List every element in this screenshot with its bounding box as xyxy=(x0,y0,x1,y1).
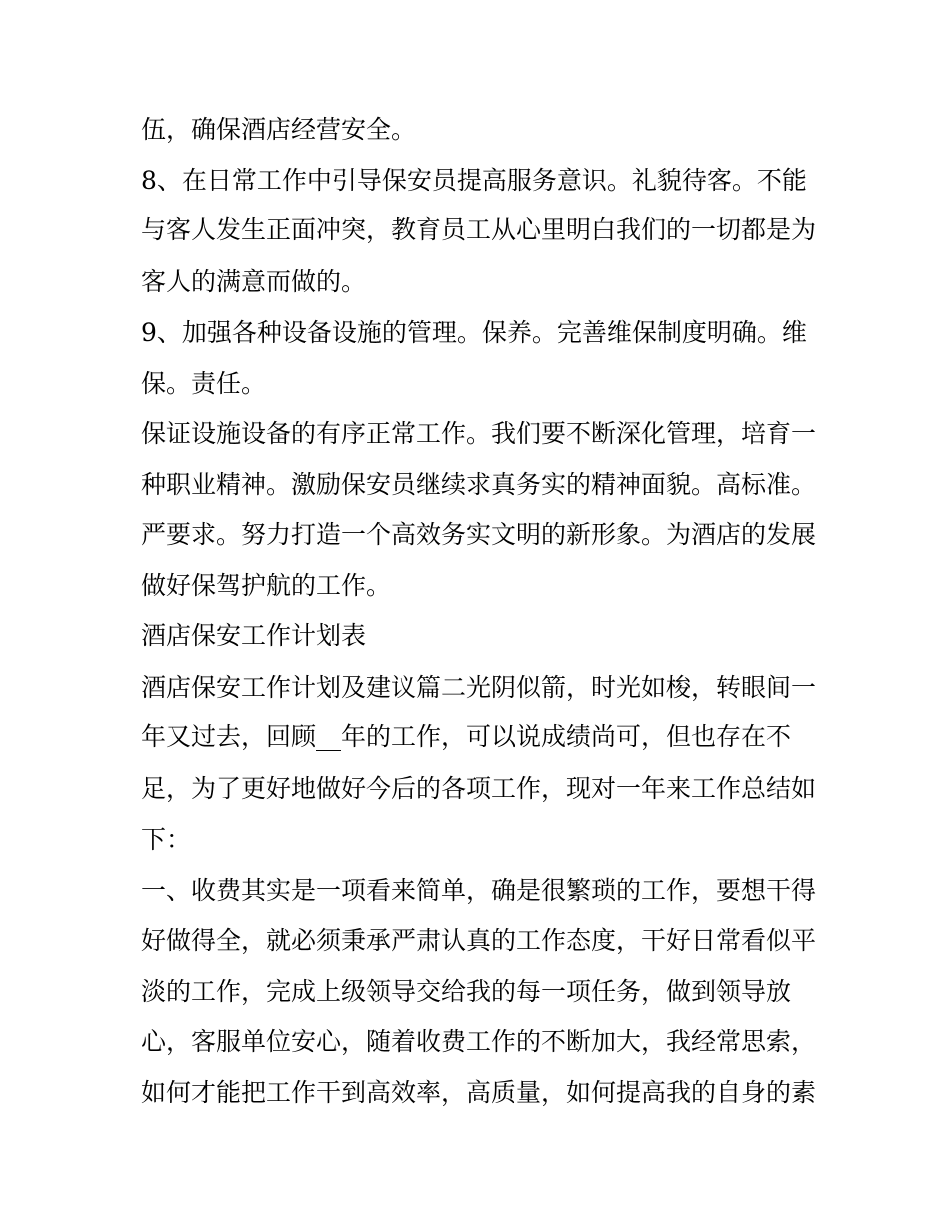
text-line: 9、加强各种设备设施的管理。保养。完善维保制度明确。维 xyxy=(141,318,807,347)
text-line: 酒店保安工作计划表 xyxy=(141,621,367,650)
text-line: 做好保驾护航的工作。 xyxy=(141,571,392,600)
text-line: 一、收费其实是一项看来简单，确是很繁琐的工作，要想干得 xyxy=(141,876,817,905)
text-line: 客人的满意而做的。 xyxy=(141,267,367,296)
text-line: 保证设施设备的有序正常工作。我们要不断深化管理，培育一 xyxy=(141,419,817,448)
text-line: 如何才能把工作干到高效率，高质量，如何提高我的自身的素 xyxy=(141,1078,817,1107)
text-line: 与客人发生正面冲突，教育员工从心里明白我们的一切都是为 xyxy=(141,215,817,244)
text-line: 下： xyxy=(141,825,192,854)
text-line: 心，客服单位安心，随着收费工作的不断加大，我经常思索， xyxy=(141,1027,817,1056)
text-line: 酒店保安工作计划及建议篇二光阴似箭，时光如梭，转眼间一 xyxy=(141,673,817,702)
text-line: 伍，确保酒店经营安全。 xyxy=(141,115,417,144)
text-line: 种职业精神。激励保安员继续求真务实的精神面貌。高标准。 xyxy=(141,470,817,499)
text-line: 足，为了更好地做好今后的各项工作，现对一年来工作总结如 xyxy=(141,774,817,803)
text-line: 8、在日常工作中引导保安员提高服务意识。礼貌待客。不能 xyxy=(141,166,807,195)
text-line: 保。责任。 xyxy=(141,369,267,398)
text-line: 淡的工作，完成上级领导交给我的每一项任务，做到领导放 xyxy=(141,977,792,1006)
text-line: 好做得全，就必须秉承严肃认真的工作态度，干好日常看似平 xyxy=(141,926,817,955)
text-line: 年又过去，回顾__年的工作，可以说成绩尚可，但也存在不 xyxy=(141,722,792,751)
text-line: 严要求。努力打造一个高效务实文明的新形象。为酒店的发展 xyxy=(141,520,817,549)
